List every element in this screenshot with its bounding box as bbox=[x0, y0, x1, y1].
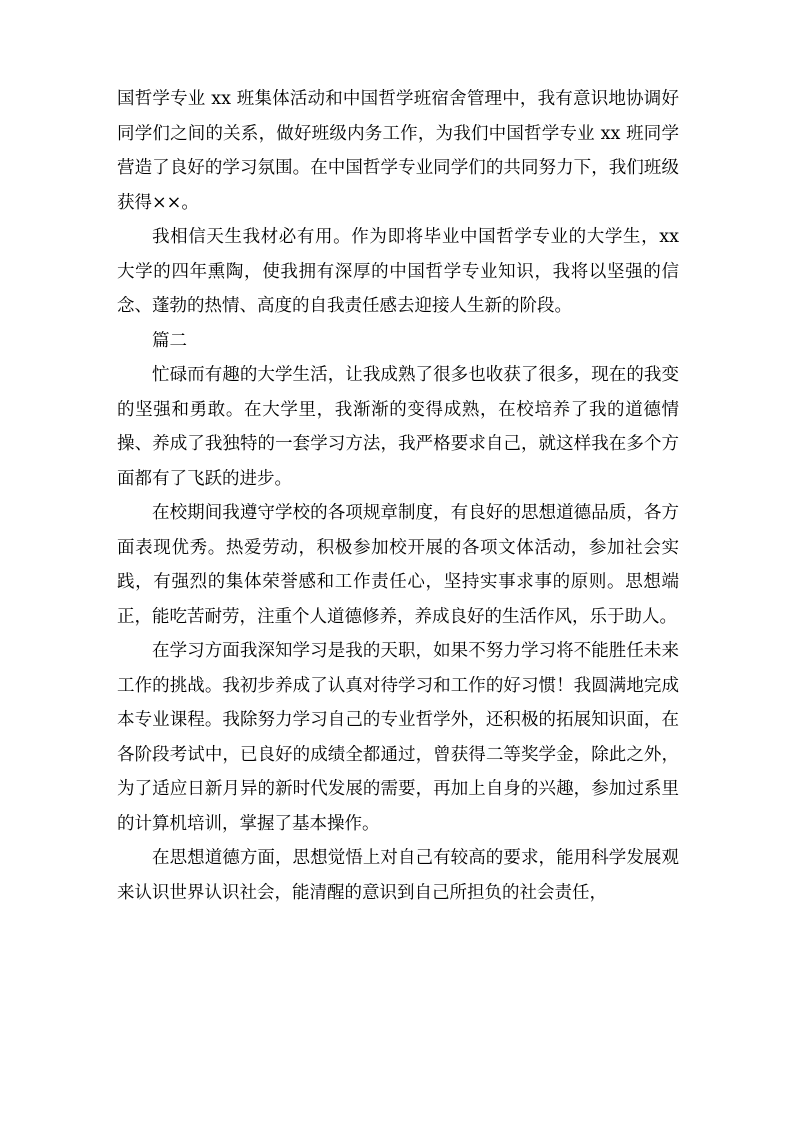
paragraph-continued: 国哲学专业 xx 班集体活动和中国哲学班宿舍管理中，我有意识地协调好同学们之间的关系，做好班级内务工作，为我们中国哲学专业 xx 班同学营造了良好的学习氛围。在中国哲学专业同学们的共同努力下，我们班级获得××。 bbox=[117, 89, 679, 213]
paragraph-morality: 在思想道德方面，思想觉悟上对自己有较高的要求，能用科学发展观来认识世界认识社会，能清醒的意识到自己所担负的社会责任， bbox=[117, 848, 679, 903]
paragraph-conduct: 在校期间我遵守学校的各项规章制度，有良好的思想道德品质，各方面表现优秀。热爱劳动，积极参加校开展的各项文体活动，参加社会实践，有强烈的集体荣誉感和工作责任心，坚持实事求事的原则。思想端正，能吃苦耐劳，注重个人道德修养，养成良好的生活作风，乐于助人。 bbox=[117, 503, 679, 627]
paragraph-belief: 我相信天生我材必有用。作为即将毕业中国哲学专业的大学生，xx 大学的四年熏陶，使我拥有深厚的中国哲学专业知识，我将以坚强的信念、蓬勃的热情、高度的自我责任感去迎接人生新的阶段。 bbox=[117, 227, 679, 316]
paragraph-college-life: 忙碌而有趣的大学生活，让我成熟了很多也收获了很多，现在的我变的坚强和勇敢。在大学里，我渐渐的变得成熟，在校培养了我的道德情操、养成了我独特的一套学习方法，我严格要求自己，就这样我在多个方面都有了飞跃的进步。 bbox=[117, 365, 679, 489]
paragraph-study: 在学习方面我深知学习是我的天职，如果不努力学习将不能胜任未来工作的挑战。我初步养成了认真对待学习和工作的好习惯！我圆满地完成本专业课程。我除努力学习自己的专业哲学外，还积极的拓展知识面，在各阶段考试中，已良好的成绩全都通过，曾获得二等奖学金，除此之外，为了适应日新月异的新时代发展的需要，再加上自身的兴趣，参加过系里的计算机培训，掌握了基本操作。 bbox=[117, 641, 679, 834]
section-heading: 篇二 bbox=[152, 330, 187, 351]
document-page bbox=[117, 82, 679, 910]
